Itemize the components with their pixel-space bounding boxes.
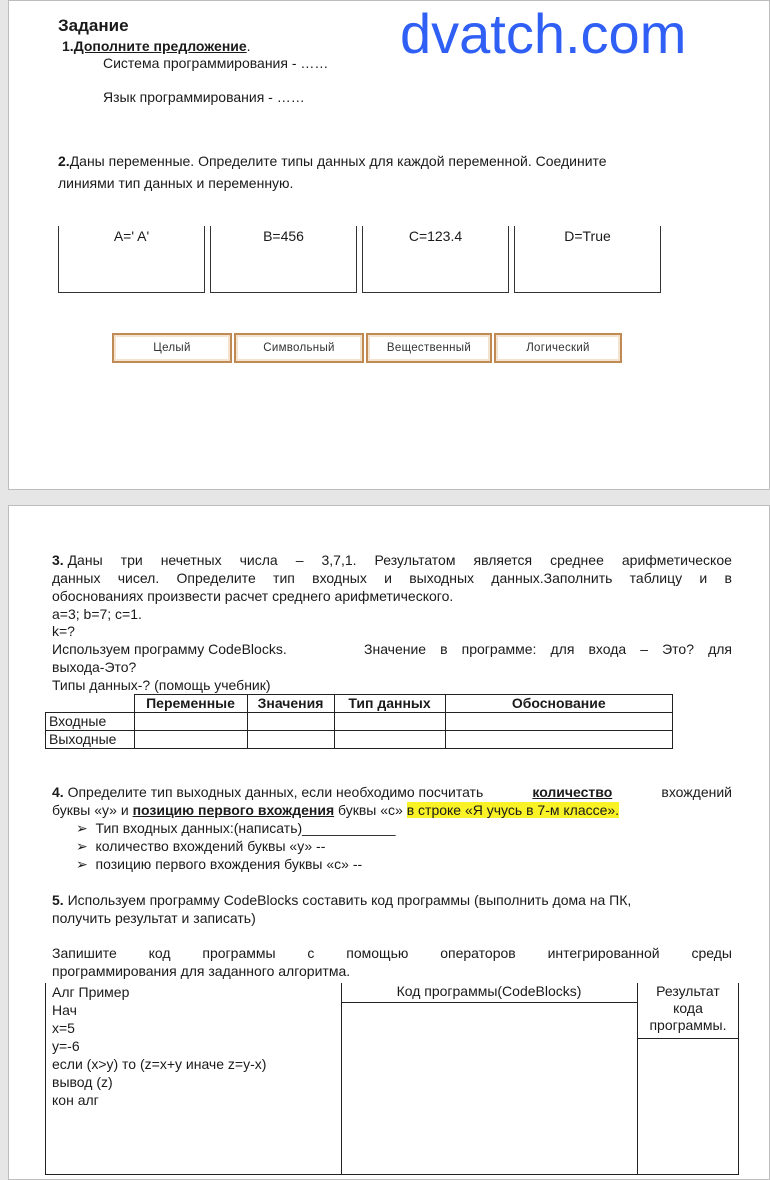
task5-line-3 — [52, 945, 732, 962]
table-cell[interactable] — [445, 731, 673, 749]
task5-number: 5. — [52, 892, 64, 908]
task3-line-1-word: является — [473, 552, 533, 568]
task3-line-6-word: программе: — [461, 641, 537, 657]
task4-bullet-2 — [76, 838, 325, 855]
type-boolean: Логический — [494, 333, 622, 363]
algorithm-line: Нач — [52, 1002, 77, 1018]
task3-line-1-word: 3,7,1. — [321, 552, 357, 568]
result-input-area[interactable] — [638, 1039, 738, 1174]
task4-bullet-3 — [76, 856, 362, 873]
task5-line-4: программирования для заданного алгоритма. — [52, 963, 351, 979]
task1-title-dot: . — [246, 38, 251, 54]
variable-c: C=123.4 — [408, 228, 463, 244]
task3-line-5: k=? — [52, 623, 75, 639]
table-row — [46, 713, 673, 731]
task3-line-6-word: Значение — [364, 641, 427, 657]
task3-line-7: выхода-Это? — [52, 659, 137, 675]
table-cell[interactable] — [334, 713, 445, 731]
task3-line-6-word: – — [640, 641, 649, 657]
table-cell-label: Выходные — [46, 731, 135, 749]
task5-line-3-word: среды — [691, 945, 732, 961]
algorithm-line: кон алг — [52, 1092, 99, 1108]
task4-bullet-3-text: позицию первого вхождения буквы «с» -- — [95, 856, 363, 872]
task3-line-2-word: и — [699, 570, 708, 586]
task3-line-6-word: в — [440, 641, 448, 657]
task4-emph-position: позицию первого вхождения — [132, 802, 335, 818]
task3-line-1-word: нечетных — [160, 552, 222, 568]
task4-highlight: в строке «Я учусь в 7-м классе». — [406, 802, 620, 818]
type-integer: Целый — [112, 333, 232, 363]
task4-text-a: Определите тип выходных данных, если необходимо посчитать — [67, 784, 484, 800]
table-cell-label: Входные — [46, 713, 135, 731]
task3-line-6-word: входа — [588, 641, 627, 657]
task3-line-1-word: числа — [239, 552, 278, 568]
algorithm-line: если (x>y) то (z=x+y иначе z=y-x) — [52, 1056, 267, 1072]
task5-line-3-word: интегрированной — [547, 945, 660, 961]
algorithm-line: Алг Пример — [52, 984, 130, 1000]
table-header-row — [46, 695, 673, 713]
task5-line-3-word: программы — [202, 945, 276, 961]
type-char: Символьный — [234, 333, 364, 363]
table-header-values: Значения — [247, 695, 334, 713]
task3-line-6-word: для — [550, 641, 575, 657]
table-cell[interactable] — [134, 713, 247, 731]
task2-line-1 — [58, 153, 607, 170]
table-cell[interactable] — [134, 731, 247, 749]
task3-line-2-word: таблицу — [629, 570, 683, 586]
task4-bullet-1-text: Тип входных данных:(написать)____________ — [95, 820, 396, 836]
task4-bullet-2-text: количество вхождений буквы «у» -- — [95, 838, 326, 854]
watermark-logo: dvatch.com — [400, 2, 687, 65]
result-column-header — [637, 983, 739, 1034]
code-column-header: Код программы(CodeBlocks) — [396, 983, 582, 999]
variable-a: A=' A' — [113, 228, 150, 244]
task3-line-1-word: три — [120, 552, 143, 568]
variable-box-b — [210, 226, 357, 293]
table-cell[interactable] — [334, 731, 445, 749]
task5-line-3-word: код — [148, 945, 171, 961]
task3-line-4: a=3; b=7; c=1. — [52, 606, 142, 622]
task4-line-2 — [52, 802, 619, 819]
arrow-bullet-icon: ➢ — [76, 838, 88, 854]
task4-line-1 — [52, 784, 732, 801]
task1-title — [62, 38, 251, 55]
arrow-bullet-icon: ➢ — [76, 820, 88, 836]
task3-line-6-word: Это? — [662, 641, 694, 657]
algorithm-line: y=-6 — [52, 1038, 80, 1054]
task1-line-system: Система программирования - …… — [103, 55, 329, 71]
table-row — [46, 731, 673, 749]
task3-line-2-word: чисел. — [117, 570, 160, 586]
task3-line-2-word: данных — [52, 570, 101, 586]
task3-line-2-word: выходных — [409, 570, 475, 586]
variable-box-c — [362, 226, 509, 293]
task3-line-2-word: Определите — [176, 570, 256, 586]
task5-line-3-word: помощью — [346, 945, 409, 961]
task4-line-1-a — [52, 784, 483, 801]
task4-text-c: вхождений — [661, 784, 732, 800]
assignment-heading: Задание — [58, 16, 129, 35]
variable-d: D=True — [564, 228, 611, 244]
task5-line-1 — [52, 892, 631, 909]
task3-line-1-word: Даны — [67, 552, 103, 568]
task3-line-2-word: входных — [312, 570, 367, 586]
task4-text-l2c: буквы «с» — [338, 802, 403, 818]
task2-line-2: линиями тип данных и переменную. — [58, 175, 294, 191]
table-header-empty — [46, 695, 135, 713]
task4-text-l2a: буквы «у» и — [52, 802, 129, 818]
table-header-justification: Обоснование — [445, 695, 673, 713]
type-real: Вещественный — [366, 333, 492, 363]
task3-line-1-start — [52, 552, 103, 569]
task3-line-3: обоснованиях произвести расчет среднего арифметического. — [52, 588, 454, 604]
task3-line-1-word: среднее — [550, 552, 604, 568]
arrow-bullet-icon: ➢ — [76, 856, 88, 872]
table-header-datatype: Тип данных — [334, 695, 445, 713]
task3-number: 3. — [52, 552, 64, 568]
task3-line-2-word: тип — [273, 570, 295, 586]
algorithm-line: вывод (z) — [52, 1074, 113, 1090]
task3-data-table — [45, 694, 673, 749]
result-header-line-1: Результат — [656, 983, 720, 999]
task4-number: 4. — [52, 784, 64, 800]
task3-line-1-word: арифметическое — [621, 552, 732, 568]
task3-line-1-word: – — [295, 552, 304, 568]
task1-title-text: Дополните предложение — [73, 38, 247, 54]
task5-line-3-word: Запишите — [52, 945, 117, 961]
task5-line-2: получить результат и записать) — [52, 910, 256, 926]
table-cell[interactable] — [247, 731, 334, 749]
result-header-line-2: кода — [673, 1000, 703, 1016]
task3-line-6-right — [364, 641, 732, 658]
task3-line-1 — [52, 552, 732, 569]
table-cell[interactable] — [247, 713, 334, 731]
task3-line-2-word: в — [724, 570, 732, 586]
task5-line-1-text: Используем программу CodeBlocks составить код программы (выполнить дома на ПК, — [67, 892, 632, 908]
algorithm-column — [52, 983, 266, 1109]
variable-b: B=456 — [263, 228, 304, 244]
algorithm-line: x=5 — [52, 1020, 75, 1036]
task5-line-3-word: с — [307, 945, 315, 961]
task3-line-8: Типы данных-? (помощь учебник) — [52, 677, 271, 693]
task1-line-language: Язык программирования - …… — [103, 89, 305, 105]
task1-number: 1. — [62, 38, 74, 54]
task3-line-6-word: для — [708, 641, 732, 657]
task3-line-2 — [52, 570, 732, 587]
task4-emph-count: количество — [532, 784, 613, 800]
task3-line-1-word: Результатом — [374, 552, 456, 568]
variable-box-d — [514, 226, 661, 293]
task5-line-3-word: операторов — [440, 945, 516, 961]
task2-number: 2. — [58, 153, 70, 169]
result-header-line-3: программы. — [649, 1017, 727, 1033]
task3-line-6-left: Используем программу CodeBlocks. — [52, 641, 287, 657]
code-input-area[interactable] — [341, 1003, 636, 1174]
task2-line-1-text: Даны переменные. Определите типы данных для каждой переменной. Соедините — [69, 153, 607, 169]
task3-line-2-word: данных.Заполнить — [491, 570, 613, 586]
table-cell[interactable] — [445, 713, 673, 731]
variable-box-a — [58, 226, 205, 293]
task3-line-2-word: и — [384, 570, 392, 586]
task4-bullet-1 — [76, 820, 396, 837]
table-header-variables: Переменные — [134, 695, 247, 713]
